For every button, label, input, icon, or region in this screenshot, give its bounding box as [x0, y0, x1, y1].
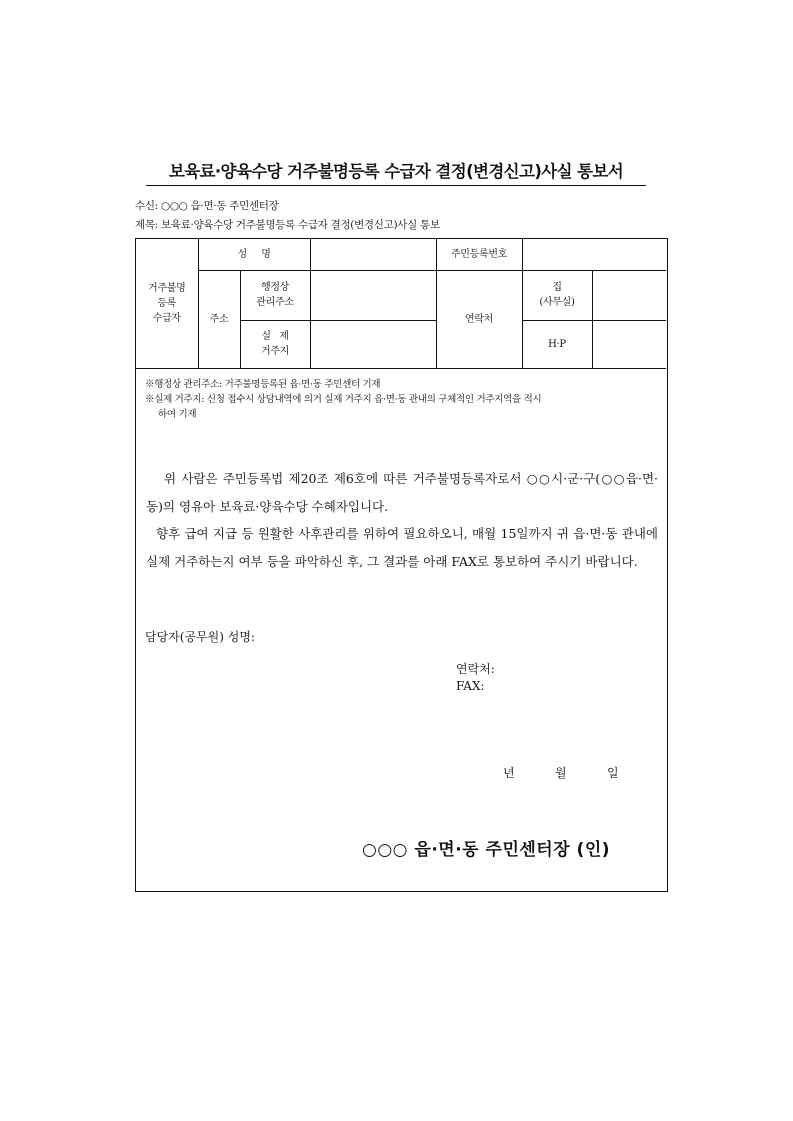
home-phone-label: [522, 270, 592, 320]
note-admin-address: ※행정상 관리주소: 거주불명등록된 읍·면·동 주민센터 기재: [145, 379, 381, 390]
signature-line: ○○○ 읍·면·동 주민센터장 (인): [362, 840, 611, 860]
contact-label: 연락처:: [456, 662, 495, 676]
home-phone-label-line-1: 집: [552, 282, 562, 293]
id-number-label: 주민등록번호: [436, 239, 522, 270]
note-actual-address-cont: 하여 기재: [158, 409, 197, 420]
fax-label: FAX:: [456, 679, 485, 693]
admin-address-value[interactable]: [310, 270, 436, 320]
body-paragraph-2: 향후 급여 지급 등 원활한 사후관리를 위하여 필요하오니, 매월 15일까지 귀 읍·면·동 관내에 실제 거주하는지 여부 등을 파악하신 후, 그 결과를 아래 FAX로 통보하여 주시기 바랍니다.: [146, 526, 658, 569]
row-header-line-2: 등록: [157, 297, 177, 309]
home-phone-value[interactable]: [592, 270, 666, 320]
contact-label-cell: 연락처: [436, 270, 522, 368]
document-title: 보육료·양육수당 거주불명등록 수급자 결정(변경신고)사실 통보서: [146, 158, 646, 186]
date-year: 년: [503, 766, 515, 780]
officer-name-label: 담당자(공무원) 성명:: [145, 630, 255, 644]
subject-line: 제목: 보육료·양육수당 거주불명등록 수급자 결정(변경신고)사실 통보: [135, 219, 440, 231]
home-phone-label-line-2: (사무실): [539, 297, 575, 308]
recipient-info-table: [136, 239, 666, 369]
note-actual-address: ※실제 거주지: 신청 접수시 상담내역에 의거 실제 거주지 읍·면·동 관내의 구체적인 거주지역을 적시: [145, 394, 542, 405]
form-box: [135, 238, 668, 892]
actual-address-label: [240, 320, 310, 368]
actual-address-label-line-2: 거주지: [260, 346, 290, 357]
admin-address-label: [240, 270, 310, 320]
body-paragraph-1: 위 사람은 주민등록법 제20조 제6호에 따른 거주불명등록자로서 ○○시·군·구(○○읍·면·동)의 영유아 보육료·양육수당 수혜자입니다.: [146, 471, 658, 514]
actual-address-value[interactable]: [310, 320, 436, 368]
date-month: 월: [555, 766, 567, 780]
name-value[interactable]: [310, 239, 436, 270]
row-header-line-3: 수급자: [152, 312, 181, 324]
admin-address-label-line-1: 행정상: [260, 282, 290, 293]
id-number-value[interactable]: [522, 239, 666, 270]
actual-address-label-line-1: 실 제: [261, 331, 289, 342]
admin-address-label-line-2: 관리주소: [256, 297, 294, 308]
mobile-phone-label: H·P: [522, 320, 592, 368]
address-label: 주소: [198, 270, 240, 368]
row-header-line-1: 거주불명: [148, 282, 186, 294]
row-header-cell: [136, 239, 198, 368]
date-day: 일: [607, 766, 619, 780]
mobile-phone-value[interactable]: [592, 320, 666, 368]
recipient-line: 수신: ○○○ 읍·면·동 주민센터장: [135, 200, 279, 212]
name-label: 성 명: [198, 239, 310, 270]
